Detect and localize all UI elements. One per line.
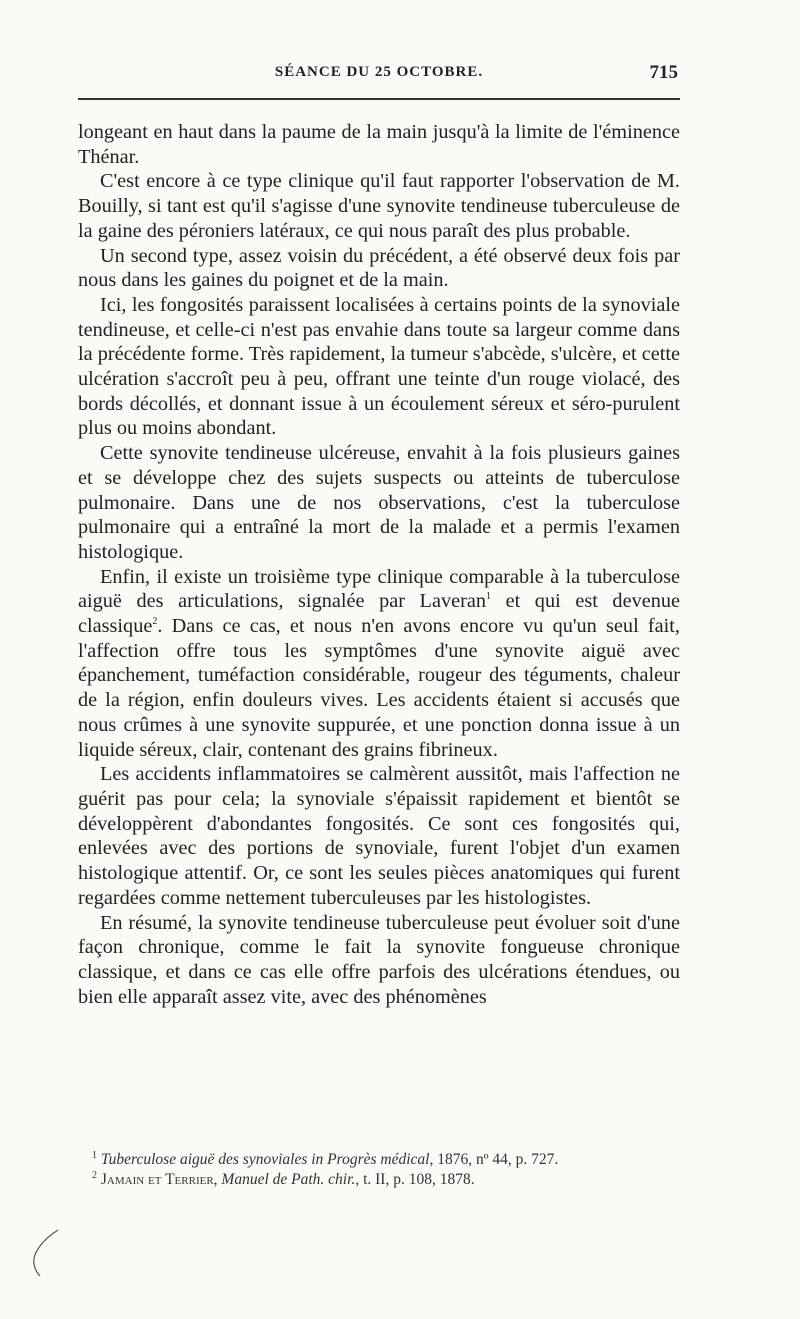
paragraph: En résumé, la synovite tendineuse tuberculeuse peut évoluer soit d'une façon chronique, comme le fait la synovite fongueuse chronique classique, et dans ce cas elle offre parfois des ulcérations étendues, ou bien elle apparaît assez vite, avec des phénomènes — [78, 911, 680, 1008]
footnote-mark: 1 — [92, 1149, 97, 1161]
paragraph: Un second type, assez voisin du précédent, a été observé deux fois par nous dans les gaines du poignet et de la main. — [78, 244, 680, 292]
footnote-title: Tuberculose aiguë des synoviales in Progrès médical — [100, 1151, 430, 1168]
footnote-title: Manuel de Path. chir. — [221, 1171, 356, 1188]
paragraph: Cette synovite tendineuse ulcéreuse, envahit à la fois plusieurs gaines et se développe chez des sujets suspects ou atteints de tuberculose pulmonaire. Dans une de nos observations, c'est la tuberculose pulmonaire qui a entraîné la mort de la malade et a permis l'examen histologique. — [78, 442, 680, 563]
footnote-mark: 2 — [92, 1169, 97, 1181]
footnote — [78, 1170, 680, 1190]
footnote-details: , 1876, nº 44, p. 727. — [429, 1151, 559, 1168]
paragraph-text: Enfin, il existe un troisième type clinique comparable à la tuberculose aiguë des articulations, signalée par Laveran — [78, 565, 680, 613]
header-rule — [78, 98, 680, 100]
paragraph: Les accidents inflammatoires se calmèrent aussitôt, mais l'affection ne guérit pas pour cela; la synoviale s'épaissit rapidement et bientôt se développèrent d'abondantes fongosités. Ce sont ces fongosités qui, enlevées avec des portions de synoviale, furent l'objet d'un examen histologique attentif. Or, ce sont les seules pièces anatomiques qui furent regardées comme nettement tuberculeuses par les histologistes. — [78, 763, 680, 909]
paragraph-with-references — [78, 565, 680, 763]
page-number: 715 — [649, 62, 678, 83]
footnote-authors: Jamain et Terrier, — [100, 1171, 218, 1188]
paragraph: C'est encore à ce type clinique qu'il faut rapporter l'observation de M. Bouilly, si tant est qu'il s'agisse d'une synovite tendineuse tuberculeuse de la gaine des péroniers latéraux, ce qui nous paraît des plus probable. — [78, 170, 680, 242]
running-head: SÉANCE DU 25 OCTOBRE. — [274, 64, 484, 80]
page-header — [78, 60, 680, 90]
body-text — [78, 120, 680, 1009]
footnote-details: , t. II, p. 108, 1878. — [355, 1171, 475, 1188]
pencil-mark — [28, 1228, 68, 1278]
paragraph: longeant en haut dans la paume de la main jusqu'à la limite de l'éminence Thénar. — [78, 121, 680, 168]
paragraph-text: et qui est devenue classique — [78, 590, 681, 638]
paragraph-text: . Dans ce cas, et nous n'en avons encore vu qu'un seul fait, l'affection offre tous les symptômes d'une synovite aiguë avec épanchement, tuméfaction considérable, rougeur des téguments, chaleur de la région, enfin douleurs vives. Les accidents étaient si accusés que nous crûmes à une synovite suppurée, et une ponction donna issue à un liquide séreux, clair, contenant des grains fibrineux. — [78, 615, 680, 761]
footnote-reference: 1 — [486, 591, 491, 603]
footnotes — [78, 1150, 680, 1190]
paragraph: Ici, les fongosités paraissent localisées à certains points de la synoviale tendineuse, et celle-ci n'est pas envahie dans toute sa largeur comme dans la précédente forme. Très rapidement, la tumeur s'abcède, s'ulcère, et cette ulcération s'accroît peu à peu, offrant une teinte d'un rouge violacé, des bords décollés, et donnant issue à un écoulement séreux et séro-purulent plus ou moins abondant. — [78, 293, 680, 440]
footnote — [78, 1150, 680, 1170]
footnote-reference: 2 — [152, 616, 158, 628]
